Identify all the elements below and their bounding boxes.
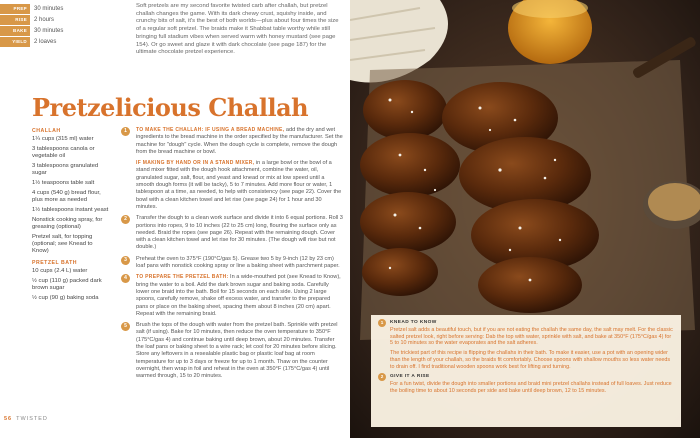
step-lead: TO MAKE THE CHALLAH: IF USING A BREAD MACHINE, (136, 127, 285, 133)
meta-key: BAKE (0, 26, 30, 36)
method-step (121, 215, 343, 251)
meta-key: RISE (0, 15, 30, 25)
tip-block (378, 319, 673, 370)
ingredients-heading-challah: CHALLAH (32, 128, 61, 134)
ingredient-item: 1¼ cups (315 ml) water (32, 136, 94, 142)
step-number: 4 (121, 274, 130, 283)
step-text: In a wide-mouthed pot (see Knead to Know), bring the water to a boil. Add the dark brown sugar and baking soda. Carefully lower one braid into the bath. Boil for 15 seconds on each side. Using 2 large spoons, carefully remove, shake off excess water, and transfer to the prepared pans or place on the baking sheet, spacing them about 8 inches (20 cm) apart. Repeat with the remaining braid. (136, 274, 341, 317)
meta-row (0, 26, 120, 36)
tip-number: 1 (378, 319, 386, 327)
meta-row (0, 37, 120, 47)
book-title: TWISTED (16, 416, 48, 422)
ingredient-item: 10 cups (2.4 L) water (32, 268, 88, 274)
meta-value: 2 loaves (34, 39, 57, 45)
step-number: 5 (121, 322, 130, 331)
meta-value: 30 minutes (34, 6, 64, 12)
step-number: 1 (121, 127, 130, 136)
step-text: Preheat the oven to 375°F (190°C/gas 5). Grease two 5 by 9-inch (12 by 23 cm) loaf pans with nonstick cooking spray or line a baking sheet with parchment paper. (136, 255, 340, 270)
tips-panel (371, 315, 681, 427)
recipe-meta (0, 4, 120, 48)
meta-row (0, 15, 120, 25)
step-number: 3 (121, 256, 130, 265)
step-lead: IF MAKING BY HAND OR IN A STAND MIXER, (136, 160, 255, 167)
page-number: 56 (4, 416, 13, 422)
method-step (121, 322, 343, 380)
method-step (121, 127, 343, 156)
step-text: in a large bowl or the bowl of a stand mixer fitted with the dough hook attachment, combine the water, oil, granulated sugar, salt, flour, and yeast and knead or mix at low speed until a smooth dough forms (it will be tacky), 5 to 7 minutes. Add more flour or water, 1 tablespoon at a time, as needed, to help with consistency (see page 22). Cover the bowl with a clean kitchen towel and let rise (see page 24) for 1 hour and 30 minutes. (136, 160, 342, 210)
tip-paragraph: The trickiest part of this recipe is flipping the challahs in their bath. To make it easier, use a pot with an opening wider than the length of your challah, so the braids fit comfortably. Choose spoons with shallow mouths so less water needs to drain off. I find traditional wooden spoons work best for lifting and turning. (390, 350, 671, 370)
challah-ingredients (32, 136, 110, 255)
ingredient-item: ½ cup (110 g) packed dark brown sugar (32, 278, 102, 291)
ingredient-item: ½ cup (90 g) baking soda (32, 295, 99, 302)
tip-number: 2 (378, 373, 386, 381)
tip-paragraph: Pretzel salt adds a beautiful touch, but if you are not eating the challah the same day, the salt may melt. For the classic salted pretzel look, right before serving: Dab the top with water, sprinkle with salt, and bake at 350°F (175°C/gas 4) for 5 to 10 minutes so the water evaporates and the salt adheres. (390, 327, 673, 347)
recipe-title: Pretzelicious Challah (32, 93, 309, 122)
step-lead: TO PREPARE THE PRETZEL BATH: (136, 274, 229, 281)
ingredients-heading-bath: PRETZEL BATH (32, 260, 78, 266)
tip-block (378, 373, 673, 394)
meta-key: PREP (0, 4, 30, 14)
recipe-intro: Soft pretzels are my second favorite twisted carb after challah, but pretzel challah changes the game. With its dark chewy crust, squishy inside, and crunchy bits of salt, it's the best of both worlds—plus about four times the size of a regular soft pretzel. The braids make it Shabbat table worthy while still bringing full stadium vibes when served warm with honey mustard (see page 154). Or go sweet and glaze it with dark chocolate (see page 187) for the ultimate chocolate pretzel experience. (136, 3, 339, 56)
meta-row (0, 4, 120, 14)
bath-ingredients (32, 268, 110, 302)
ingredient-item: 1½ tablespoons instant yeast (32, 207, 109, 214)
ingredient-item: Nonstick cooking spray, for greasing (optional) (32, 217, 103, 231)
method-steps (121, 127, 343, 385)
meta-key: YIELD (0, 37, 30, 47)
method-step (121, 160, 343, 211)
tip-paragraph: For a fun twist, divide the dough into smaller portions and braid mini pretzel challahs instead of full loaves. Just reduce the boiling time to about 10 seconds per side and bake until deep brown, 12 to 15 minutes. (390, 381, 672, 394)
method-step (121, 256, 343, 271)
page-footer (4, 416, 48, 422)
step-text: add the dry and wet ingredients to the bread machine in the order specified by the manufacturer. Set the machine for "dough" cycle. When the dough cycle is complete, remove the dough from the bread machine or bowl. (136, 127, 343, 155)
tip-heading: KNEAD TO KNOW (390, 320, 437, 325)
step-text: Brush the tops of the dough with water from the pretzel bath. Sprinkle with pretzel salt (if using). Bake for 10 minutes, then reduce the oven temperature to 350°F (175°C/gas 4) and continue baking until deep brown, about 20 minutes. Transfer the loaf pans or baking sheet to a wire rack; let cool for 20 minutes before slicing. Store any leftovers in a resealable plastic bag or plastic loaf bag at room temperature for up to 3 days or freeze for up to 1 month. Thaw on the counter overnight, then wrap in foil and reheat in the oven at 350°F (175°C/gas 4) until warmed through, 15 to 20 minutes. (136, 322, 338, 380)
step-number: 2 (121, 215, 130, 224)
tip-heading: GIVE IT A RISE (390, 374, 430, 380)
ingredient-item: 1½ teaspoons table salt (32, 180, 95, 187)
step-text: Transfer the dough to a clean work surface and divide it into 6 equal portions. Roll 3 portions into ropes, 9 to 10 inches (22 to 25 cm) long, flouring the surface only as needed. Braid the ropes (see page 26). Repeat with the remaining dough. Cover with a clean kitchen towel and let rise for 30 minutes. (The dough will rise but not double.) (136, 215, 343, 251)
method-step (121, 274, 343, 318)
ingredient-item: 3 tablespoons granulated sugar (32, 163, 99, 176)
meta-value: 2 hours (34, 17, 55, 23)
ingredients-list (32, 128, 110, 305)
ingredient-item: 4 cups (540 g) bread flour, plus more as needed (32, 190, 101, 204)
ingredient-item: 3 tablespoons canola or vegetable oil (32, 146, 95, 159)
meta-value: 30 minutes (34, 28, 64, 34)
ingredient-item: Pretzel salt, for topping (optional; see Knead to Know) (32, 234, 93, 255)
